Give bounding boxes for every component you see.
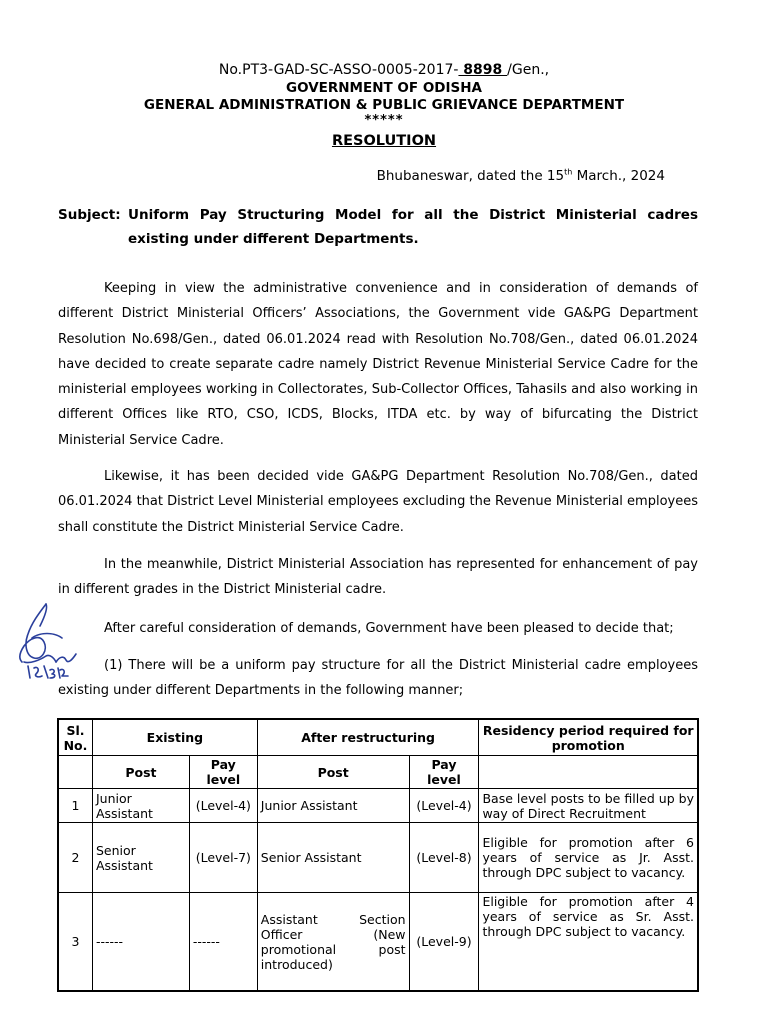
header-residency: Residency period required for promotion xyxy=(479,720,698,756)
subheader-existing-pay: Pay level xyxy=(189,756,257,789)
header-sl-no: Sl. No. xyxy=(59,720,93,756)
subject-line-1: Uniform Pay Structuring Model for all the District Ministerial cadres xyxy=(128,207,698,223)
pay-structure-table xyxy=(58,719,698,991)
reference-number: No.PT3-GAD-SC-ASSO-0005-2017- 8898 /Gen., xyxy=(218,62,550,78)
department-heading: GENERAL ADMINISTRATION & PUBLIC GRIEVANCE DEPARTMENT xyxy=(143,97,625,113)
table-row: 2 Senior Assistant (Level-7) Senior Assistant (Level-8) Eligible for promotion after 6 years of service as Jr. Asst. through DPC subject to vacancy. xyxy=(59,823,698,893)
place-and-date: Bhubaneswar, dated the 15th March., 2024 xyxy=(376,167,665,184)
paragraph-5: (1) There will be a uniform pay structure for all the District Ministerial cadre employees existing under different Departments in the following manner; xyxy=(58,658,698,699)
paragraph-4: After careful consideration of demands, Government have been pleased to decide that; xyxy=(104,621,674,636)
table-header-row xyxy=(59,720,698,756)
subject-label: Subject: xyxy=(58,207,121,223)
document-title: RESOLUTION xyxy=(331,133,437,149)
paragraph-2: Likewise, it has been decided vide GA&PG Department Resolution No.708/Gen., dated 06.01.2024 that District Level Ministerial employees excluding the Revenue Ministerial employees shall constitute the District Ministerial Service Cadre. xyxy=(58,469,698,535)
government-heading: GOVERNMENT OF ODISHA xyxy=(286,80,482,96)
ref-number-value: 8898 xyxy=(458,62,508,78)
separator-stars: ***** xyxy=(364,113,404,128)
handwritten-signature xyxy=(10,598,90,680)
subheader-existing-post: Post xyxy=(92,756,189,789)
subject-line-2: existing under different Departments. xyxy=(128,231,419,247)
subject-block xyxy=(58,203,698,251)
paragraph-1: Keeping in view the administrative convenience and in consideration of demands of different District Ministerial Officers’ Associations, the Government vide GA&PG Department Resolution No.698/Gen., dated 06.01.2024 read with Resolution No.708/Gen., dated 06.01.2024 have decided to create separate cadre namely District Revenue Ministerial Service Cadre for the ministerial employees working in Collectorates, Sub-Collector Offices, Tahasils and also working in different Offices like RTO, CSO, ICDS, Blocks, ITDA etc. by way of bifurcating the District Ministerial Service Cadre. xyxy=(58,281,698,448)
subheader-new-pay: Pay level xyxy=(409,756,479,789)
header-existing: Existing xyxy=(92,720,257,756)
table-row: 1 Junior Assistant (Level-4) Junior Assistant (Level-4) Base level posts to be filled up by way of Direct Recruitment xyxy=(59,789,698,823)
table-subheader-row xyxy=(59,756,698,789)
paragraph-3: In the meanwhile, District Ministerial Association has represented for enhancement of pay in different grades in the District Ministerial cadre. xyxy=(58,557,698,598)
subheader-new-post: Post xyxy=(257,756,409,789)
table-row: 3 ------ ------ Assistant Section Officer (New promotional post introduced) (Level-9) Eligible for promotion after 4 years of service as Sr. Asst. through DPC subject to vacancy. xyxy=(59,893,698,991)
header-after-restructuring: After restructuring xyxy=(257,720,479,756)
